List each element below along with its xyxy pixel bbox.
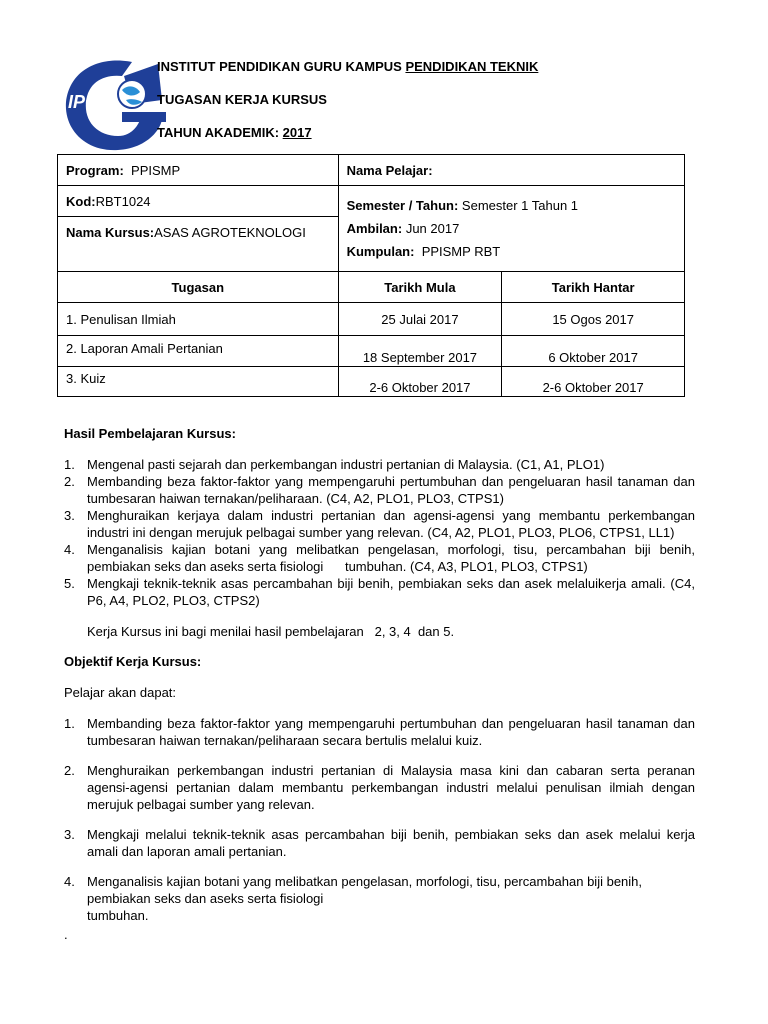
task-start: 18 September 2017 bbox=[338, 336, 502, 367]
task-end: 6 Oktober 2017 bbox=[502, 336, 685, 367]
list-number: 5. bbox=[64, 576, 75, 591]
group-line bbox=[347, 240, 676, 263]
list-text-continued: tumbuhan. bbox=[87, 908, 149, 923]
document-body bbox=[64, 425, 699, 943]
tasks-header-start bbox=[338, 272, 502, 303]
task-name: 3. Kuiz bbox=[58, 367, 339, 397]
ipg-logo bbox=[62, 56, 170, 154]
campus-name: PENDIDIKAN TEKNIK bbox=[405, 59, 539, 74]
list-item bbox=[64, 473, 695, 507]
list-text: Menghuraikan perkembangan industri pertanian di Malaysia masa kini dan cabaran serta peranan agensi-agensi pertanian dalam membantu perkembangan industri melalui penulisan ilmiah dengan merujuk pelbagai sumber yang relevan. bbox=[87, 763, 695, 812]
list-number: 1. bbox=[64, 457, 75, 472]
task-start: 2-6 Oktober 2017 bbox=[338, 367, 502, 397]
list-number: 2. bbox=[64, 474, 75, 489]
course-name-value: ASAS AGROTEKNOLOGI bbox=[154, 225, 306, 240]
learning-outcomes-title: Hasil Pembelajaran Kursus: bbox=[64, 426, 236, 441]
task-end: 15 Ogos 2017 bbox=[502, 303, 685, 336]
table-row bbox=[58, 336, 685, 367]
code-label: Kod: bbox=[66, 193, 96, 209]
task-name: 2. Laporan Amali Pertanian bbox=[58, 336, 339, 367]
list-item bbox=[64, 456, 695, 473]
tasks-header-task bbox=[58, 272, 339, 303]
trailing-mark: . bbox=[64, 927, 68, 942]
list-text: Menganalisis kajian botani yang melibatkan pengelasan, morfologi, tisu, percambahan biji benih, pembiakan seks dan aseks serta fisiologi tumbuhan. (C4, A3, PLO1, PLO3, CTPS1) bbox=[87, 542, 699, 574]
academic-year-label: TAHUN AKADEMIK: bbox=[157, 125, 283, 140]
list-item bbox=[64, 826, 695, 860]
assessment-note: Kerja Kursus ini bagi menilai hasil pembelajaran 2, 3, 4 dan 5. bbox=[87, 624, 455, 639]
table-row bbox=[58, 367, 685, 397]
semester-cell bbox=[338, 186, 684, 272]
intake-value: Jun 2017 bbox=[405, 221, 460, 236]
list-item bbox=[64, 507, 695, 541]
semester-value: Semester 1 Tahun 1 bbox=[461, 198, 579, 213]
logo-text: IPG bbox=[68, 92, 100, 112]
student-name-label: Nama Pelajar: bbox=[346, 162, 433, 178]
course-name-label: Nama Kursus: bbox=[66, 225, 155, 240]
tasks-header-task-text: Tugasan bbox=[171, 279, 225, 295]
list-item bbox=[64, 762, 695, 813]
intake-line bbox=[347, 217, 676, 240]
learning-outcomes-list bbox=[64, 456, 699, 609]
academic-year bbox=[157, 125, 538, 141]
list-text: Menganalisis kajian botani yang melibatkan pengelasan, morfologi, tisu, percambahan biji benih, pembiakan seks dan aseks serta fisiologi bbox=[87, 874, 643, 906]
course-name-cell bbox=[58, 217, 339, 272]
program-cell bbox=[58, 155, 339, 186]
list-item bbox=[64, 873, 695, 924]
list-item bbox=[64, 715, 695, 749]
code-value: RBT1024 bbox=[95, 193, 151, 209]
list-text: Menghuraikan kerjaya dalam industri pertanian dan agensi-agensi yang membantu perkembangan industri ini dengan merujuk pelbagai sumber yang relevan. (C4, A2, PLO1, PLO3, PLO6, CTPS1, LL1) bbox=[87, 508, 695, 540]
document-header bbox=[157, 59, 538, 158]
tasks-header-start-text: Tarikh Mula bbox=[384, 279, 456, 295]
code-cell bbox=[58, 186, 339, 217]
list-number: 4. bbox=[64, 874, 75, 889]
list-item bbox=[64, 575, 695, 609]
task-name: 1. Penulisan Ilmiah bbox=[58, 303, 339, 336]
tasks-header-end bbox=[502, 272, 685, 303]
list-item bbox=[64, 541, 699, 575]
list-text: Mengkaji melalui teknik-teknik asas percambahan biji benih, pembiakan seks dan asek melalui kerja amali dan laporan amali pertanian. bbox=[87, 827, 695, 859]
course-info-table bbox=[57, 154, 685, 397]
assignment-title: TUGASAN KERJA KURSUS bbox=[157, 92, 327, 107]
list-number: 4. bbox=[64, 542, 75, 557]
list-text: Membanding beza faktor-faktor yang mempengaruhi pertumbuhan dan pengeluaran hasil tanaman dan tumbesaran haiwan ternakan/peliharaan secara bertulis melalui kuiz. bbox=[87, 716, 695, 748]
institute-title bbox=[157, 59, 538, 75]
list-text: Membanding beza faktor-faktor yang mempengaruhi pertumbuhan dan pengeluaran hasil tanaman dan tumbesaran haiwan ternakan/peliharaan. (C4, A2, PLO1, PLO3, CTPS1) bbox=[87, 474, 695, 506]
list-text: Mengkaji teknik-teknik asas percambahan biji benih, pembiakan seks dan asek melaluikerja amali. (C4, P6, A4, PLO2, PLO3, CTPS2) bbox=[87, 576, 695, 608]
task-end: 2-6 Oktober 2017 bbox=[502, 367, 685, 397]
task-start: 25 Julai 2017 bbox=[338, 303, 502, 336]
intake-label: Ambilan: bbox=[346, 221, 403, 236]
list-number: 3. bbox=[64, 827, 75, 842]
program-label: Program: bbox=[66, 162, 124, 178]
academic-year-value: 2017 bbox=[282, 125, 312, 140]
semester-label: Semester / Tahun: bbox=[346, 198, 459, 213]
list-number: 2. bbox=[64, 763, 75, 778]
list-text: Mengenal pasti sejarah dan perkembangan industri pertanian di Malaysia. (C1, A1, PLO1) bbox=[87, 457, 605, 472]
list-number: 3. bbox=[64, 508, 75, 523]
tasks-header-end-text: Tarikh Hantar bbox=[551, 279, 635, 295]
objectives-intro: Pelajar akan dapat: bbox=[64, 685, 177, 700]
table-row bbox=[58, 303, 685, 336]
institute-title-text: INSTITUT PENDIDIKAN GURU KAMPUS bbox=[157, 59, 406, 74]
objectives-title: Objektif Kerja Kursus: bbox=[64, 654, 202, 669]
semester-line bbox=[347, 194, 676, 217]
program-value: PPISMP bbox=[131, 162, 181, 178]
list-number: 1. bbox=[64, 716, 75, 731]
group-label: Kumpulan: bbox=[346, 244, 415, 259]
group-value: PPISMP RBT bbox=[421, 244, 501, 259]
student-name-cell bbox=[338, 155, 684, 186]
objectives-list bbox=[64, 715, 695, 924]
